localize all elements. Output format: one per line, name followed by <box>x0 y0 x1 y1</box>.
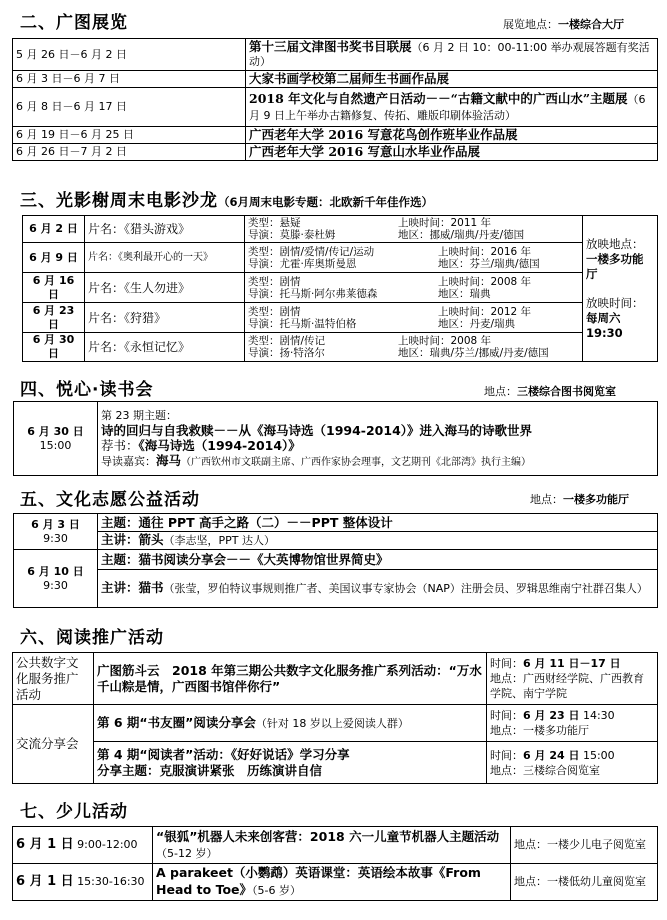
volunteer-table <box>13 513 658 608</box>
movie-year: 上映时间：2012 年 <box>438 305 532 318</box>
reading-book-label: 荐书： <box>101 437 139 453</box>
movie-info <box>245 273 583 303</box>
table-row <box>13 653 658 705</box>
kids-date: 6 月 1 日 <box>16 874 74 889</box>
kids-note: （5-6 岁） <box>252 884 301 897</box>
movie-date: 6 月 9 日 <box>23 243 85 273</box>
movie-type: 类型：剧情 <box>248 305 301 318</box>
reading-issue: 第 23 期主题： <box>101 408 177 422</box>
promo-time: 6 月 11 日－17 日 <box>523 657 621 670</box>
volunteer-location: 地点：一楼多功能厅 <box>530 493 629 506</box>
table-row <box>14 550 658 570</box>
movie-year: 上映时间：2011 年 <box>398 217 492 229</box>
movie-region: 地区：瑞典 <box>438 287 491 300</box>
table-row <box>13 742 658 784</box>
exhibit-note: （6 月 9 日上午举办古籍修复、传拓、雕版印刷体验活动） <box>249 92 646 122</box>
table-row <box>13 705 658 742</box>
kids-place: 地点：一楼少儿电子阅览室 <box>511 827 658 864</box>
exhibit-date: 6 月 3 日－6 月 7 日 <box>13 71 246 88</box>
table-row <box>23 333 658 362</box>
movie-region: 地区：瑞典/芬兰/挪威/丹麦/德国 <box>398 347 549 359</box>
movie-director: 导演：扬·特洛尔 <box>248 347 325 359</box>
movie-director: 导演：托马斯·温特伯格 <box>248 317 357 330</box>
movie-subtitle: （6月周末电影专题：北欧新千年佳作选） <box>218 195 433 209</box>
promo-activity: 第 4 期“阅读者”活动：《好好说话》学习分享 <box>97 746 350 762</box>
table-row <box>13 39 658 71</box>
volunteer-date: 6 月 3 日 <box>31 517 80 531</box>
promo-time-extra: 15:00 <box>582 748 615 762</box>
volunteer-speaker-note: （李志坚，PPT 达人） <box>163 534 275 547</box>
kids-section-title: 七、少儿活动 <box>20 802 128 822</box>
movie-date: 6 月 23 日 <box>23 303 85 333</box>
table-row <box>23 303 658 333</box>
volunteer-time: 9:30 <box>43 578 68 592</box>
movie-director: 导演：托马斯·阿尔弗莱德森 <box>248 287 378 300</box>
promo-time-extra: 14:30 <box>582 709 615 722</box>
reading-section-title: 四、悦心·读书会 <box>20 380 154 400</box>
volunteer-speaker: 主讲：猫书 <box>101 580 164 595</box>
promo-share: 分享主题：克服演讲紧张 历练演讲自信 <box>97 762 323 778</box>
table-row <box>23 273 658 303</box>
kids-note: （5-12 岁） <box>156 846 218 860</box>
movie-type: 类型：剧情 <box>248 275 301 288</box>
exhibit-location: 展览地点：一楼综合大厅 <box>503 18 624 31</box>
volunteer-topic: 主题：通往 PPT 高手之路（二）－－PPT 整体设计 <box>98 514 658 532</box>
promo-activity: 第 6 期“书友圈”阅读分享会 <box>97 714 256 730</box>
volunteer-topic: 主题：猫书阅读分享会－－《大英博物馆世界简史》 <box>98 550 658 570</box>
kids-activity: “银狐”机器人未来创客营：2018 六一儿童节机器人主题活动 <box>156 828 500 844</box>
movie-type: 类型：剧情/爱情/传记/运动 <box>248 245 375 258</box>
promo-place: 地点：三楼综合阅览室 <box>490 763 600 777</box>
exhibit-title: 2018 年文化与自然遗产日活动－－“古籍文献中的广西山水”主题展 <box>249 90 628 106</box>
movie-name: 片名：《生人勿进》 <box>85 273 245 303</box>
movie-name: 片名：《永恒记忆》 <box>85 333 245 362</box>
table-row <box>13 864 658 901</box>
movie-director: 导演：莫滕·泰杜姆 <box>248 229 336 241</box>
reading-guest-note: （广西钦州市文联副主席、广西作家协会理事，文艺期刊《北部湾》执行主编） <box>181 456 532 468</box>
table-row <box>13 127 658 144</box>
reading-guest-name: 海马 <box>156 452 182 468</box>
promo-place: 地点：广西财经学院、广西教育学院、南宁学院 <box>490 672 644 700</box>
exhibit-table <box>12 38 658 161</box>
reading-date: 6 月 30 日 <box>27 424 84 438</box>
movie-region: 地区：丹麦/瑞典 <box>438 317 516 330</box>
exhibit-date: 6 月 26 日－7 月 2 日 <box>13 144 246 161</box>
table-row <box>23 243 658 273</box>
reading-datetime <box>14 402 98 476</box>
table-row <box>23 216 658 243</box>
reading-book: 《海马诗选（1994-2014）》 <box>138 437 301 453</box>
promo-activity: 广图筋斗云 2018 年第三期公共数字文化服务推广系列活动：“万水千山粽是情，广西图书馆伴你行” <box>94 653 487 705</box>
table-row <box>14 402 658 476</box>
reading-location: 地点：三楼综合图书阅览室 <box>484 385 616 398</box>
kids-place: 地点：一楼低幼儿童阅览室 <box>511 864 658 901</box>
movie-section-title: 三、光影榭周末电影沙龙（6月周末电影专题：北欧新千年佳作选） <box>20 191 433 211</box>
exhibit-note: （6 月 2 日 10：00-11:00 举办观展答题有奖活动） <box>249 41 650 68</box>
promo-time: 6 月 23 日 <box>523 709 580 722</box>
promo-place: 地点：一楼多功能厅 <box>490 724 589 737</box>
volunteer-time: 9:30 <box>43 531 68 545</box>
movie-side-info: 放映地点： 一楼多功能厅 放映时间： 每周六 19:30 <box>583 216 658 362</box>
table-row <box>13 71 658 88</box>
table-row <box>13 827 658 864</box>
movie-year: 上映时间：2016 年 <box>438 245 532 258</box>
promo-time-label: 时间： <box>490 748 523 762</box>
movie-region: 地区：芬兰/瑞典/德国 <box>438 257 540 270</box>
kids-table <box>12 826 658 901</box>
table-row <box>13 88 658 127</box>
movie-date: 6 月 30 日 <box>23 333 85 362</box>
movie-region: 地区：挪威/瑞典/丹麦/德国 <box>398 229 525 241</box>
reading-theme: 诗的回归与自我救赎－－从《海马诗选（1994-2014）》进入海马的诗歌世界 <box>101 422 533 438</box>
movie-info <box>245 333 583 362</box>
movie-info <box>245 243 583 273</box>
promo-note: （针对 18 岁以上爱阅读人群） <box>255 716 409 730</box>
exhibit-title: 广西老年大学 2016 写意花鸟创作班毕业作品展 <box>249 126 518 142</box>
table-row <box>14 570 658 608</box>
movie-date: 6 月 2 日 <box>23 216 85 243</box>
exhibit-date: 5 月 26 日－6 月 2 日 <box>13 39 246 71</box>
kids-time: 15:30-16:30 <box>77 875 145 888</box>
promo-section-title: 六、阅读推广活动 <box>20 628 164 648</box>
promo-time: 6 月 24 日 <box>523 748 580 762</box>
volunteer-date: 6 月 10 日 <box>27 564 84 578</box>
exhibit-date: 6 月 19 日－6 月 25 日 <box>13 127 246 144</box>
kids-time: 9:00-12:00 <box>77 838 138 851</box>
table-row <box>14 532 658 550</box>
kids-activity: A parakeet（小鹦鹉）英语课堂：英语绘本故事《From Head to Toe》 <box>156 865 481 897</box>
movie-info <box>245 303 583 333</box>
table-row <box>14 514 658 532</box>
volunteer-speaker: 主讲：箭头 <box>101 532 164 547</box>
movie-type: 类型：悬疑 <box>248 217 301 229</box>
movie-name: 片名：《狩猎》 <box>85 303 245 333</box>
reading-time: 15:00 <box>39 438 72 452</box>
table-row <box>13 144 658 161</box>
movie-name: 片名：《猎头游戏》 <box>85 216 245 243</box>
movie-year: 上映时间：2008 年 <box>398 335 492 347</box>
movie-director: 导演：尤霍·库奥斯曼恩 <box>248 257 357 270</box>
promo-time-label: 时间： <box>490 709 523 722</box>
exhibit-title: 广西老年大学 2016 写意山水毕业作品展 <box>249 143 480 159</box>
promo-table <box>12 652 658 784</box>
exhibit-title: 大家书画学校第二届师生书画作品展 <box>249 70 450 86</box>
exhibit-date: 6 月 8 日－6 月 17 日 <box>13 88 246 127</box>
movie-date: 6 月 16 日 <box>23 273 85 303</box>
promo-category: 公共数字文化服务推广活动 <box>13 653 94 705</box>
volunteer-speaker-note: （张莹，罗伯特议事规则推广者、美国议事专家协会（NAP）注册会员、罗辑思维南宁社群召集人） <box>163 582 648 595</box>
movie-year: 上映时间：2008 年 <box>438 275 532 288</box>
movie-name: 片名：《奥利最开心的一天》 <box>85 243 245 273</box>
movie-type: 类型：剧情/传记 <box>248 335 326 347</box>
kids-date: 6 月 1 日 <box>16 837 74 852</box>
promo-category: 交流分享会 <box>13 705 94 784</box>
reading-table <box>13 401 658 476</box>
movie-table <box>22 215 658 362</box>
volunteer-section-title: 五、文化志愿公益活动 <box>20 490 200 510</box>
exhibit-section-title: 二、广图展览 <box>20 13 128 33</box>
promo-time-label: 时间： <box>490 657 523 670</box>
exhibit-title: 第十三届文津图书奖书目联展 <box>249 39 412 54</box>
reading-guest-label: 导读嘉宾： <box>101 454 156 468</box>
movie-info <box>245 216 583 243</box>
